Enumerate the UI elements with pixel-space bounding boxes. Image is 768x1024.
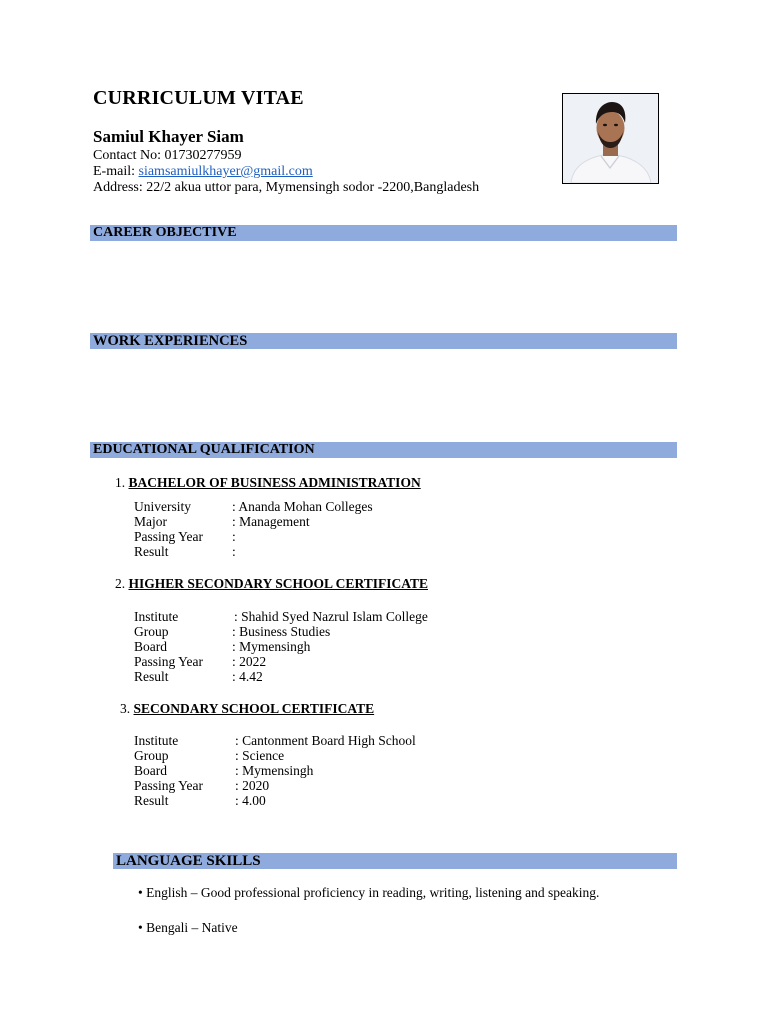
edu-row-label: Board [134,763,167,778]
bullet-icon: • [138,920,143,935]
edu-row-value: : 4.00 [235,793,266,808]
edu-row-label: Institute [134,733,179,748]
section-career-objective [90,225,677,241]
edu-row-value: : Cantonment Board High School [235,733,416,748]
edu-row-value: : Shahid Syed Nazrul Islam College [234,609,428,624]
edu-row-value: : Ananda Mohan Colleges [232,499,373,514]
edu-row-value: : Mymensingh [235,763,314,778]
list-item [138,920,238,936]
person-photo-icon [563,94,658,183]
qualification-number: 1. [115,475,126,490]
qualification-number: 3. [120,701,131,716]
edu-row-label: Result [134,793,169,808]
qualification-heading [115,576,428,592]
edu-row-value: : Mymensingh [232,639,311,654]
qualification-title: BACHELOR OF BUSINESS ADMINISTRATION [128,475,421,490]
section-heading: LANGUAGE SKILLS [116,853,261,869]
edu-row-label: Group [134,624,169,639]
edu-row-label: Institute [134,609,179,624]
section-language-skills [113,853,677,869]
qualification-heading [120,701,374,717]
qualification-title: SECONDARY SCHOOL CERTIFICATE [133,701,375,716]
qualification-heading [115,475,421,491]
section-heading: EDUCATIONAL QUALIFICATION [93,442,315,457]
edu-row-label: Passing Year [134,778,204,793]
edu-row-value: : 2020 [235,778,270,793]
edu-row-label: Passing Year [134,529,204,544]
edu-row-label: Passing Year [134,654,204,669]
section-educational-qualification [90,442,677,458]
profile-photo [562,93,659,184]
edu-row-label: Major [134,514,167,529]
language-item: Bengali – Native [146,920,238,935]
edu-row-value: : 4.42 [232,669,263,684]
page-title: CURRICULUM VITAE [93,87,304,109]
section-work-experiences [90,333,677,349]
address: Address: 22/2 akua uttor para, Mymensingh sodor -2200,Bangladesh [93,180,480,195]
bullet-icon: • [138,885,143,900]
list-item [138,885,599,901]
edu-row-value: : 2022 [232,654,267,669]
edu-row-label: University [134,499,191,514]
section-heading: WORK EXPERIENCES [93,333,248,349]
contact-number: Contact No: 01730277959 [93,148,242,163]
edu-row-value: : Management [232,514,310,529]
qualification-number: 2. [115,576,126,591]
section-heading: CAREER OBJECTIVE [93,225,237,240]
edu-row-value: : [232,529,236,544]
email-line [93,164,313,180]
language-item: English – Good professional proficiency in reading, writing, listening and speaking. [146,885,600,900]
edu-row-value: : Business Studies [232,624,331,639]
edu-row-label: Result [134,669,169,684]
email-link[interactable]: siamsamiulkhayer@gmail.com [138,164,313,179]
edu-row-value: : Science [235,748,285,763]
edu-row-label: Group [134,748,169,763]
email-label: E-mail: [93,164,139,179]
edu-row-value: : [232,544,236,559]
edu-row-label: Board [134,639,167,654]
qualification-title: HIGHER SECONDARY SCHOOL CERTIFICATE [128,576,428,591]
candidate-name: Samiul Khayer Siam [93,127,244,146]
edu-row-label: Result [134,544,169,559]
